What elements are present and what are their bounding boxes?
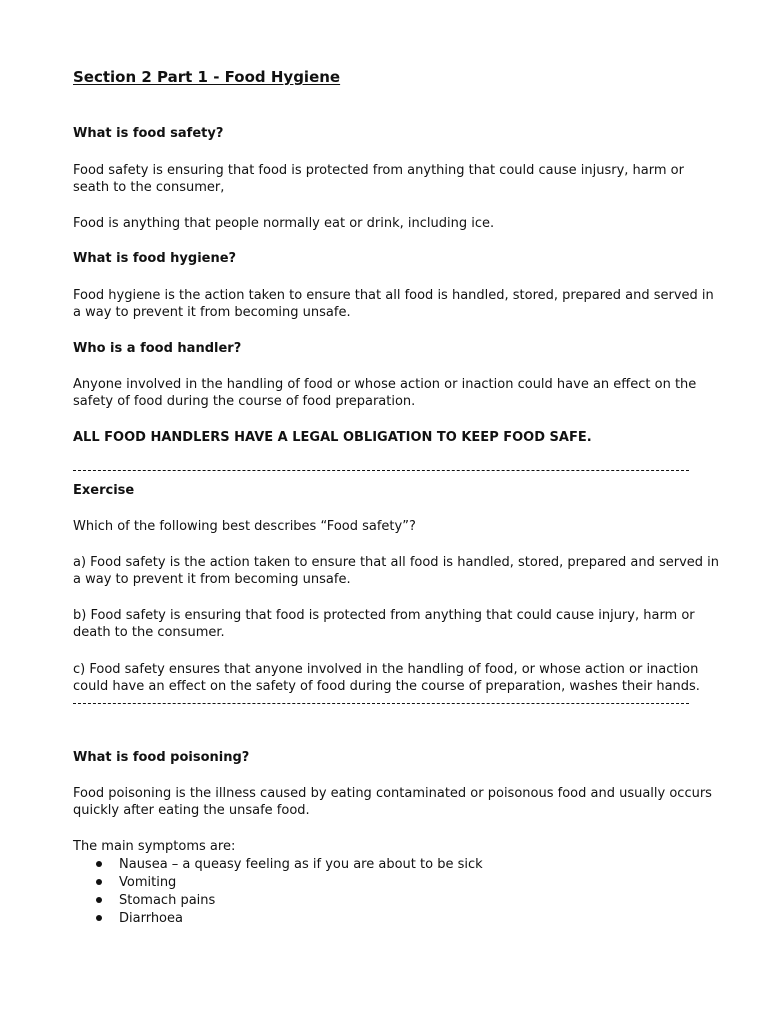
food-safety-text-line-1: Food safety is ensuring that food is protected from anything that could cause injusry, harm or	[73, 163, 684, 178]
option-c-line-2: could have an effect on the safety of food during the course of preparation, washes their hands.	[73, 679, 700, 694]
list-item: Nausea – a queasy feeling as if you are about to be sick	[119, 857, 483, 872]
bullet-icon	[96, 915, 102, 921]
food-poisoning-text-line-1: Food poisoning is the illness caused by eating contaminated or poisonous food and usually occurs	[73, 786, 712, 801]
food-hygiene-text-line-2: a way to prevent it from becoming unsafe.	[73, 305, 351, 320]
exercise-heading: Exercise	[73, 483, 135, 498]
option-c-line-1: c) Food safety ensures that anyone involved in the handling of food, or whose action or inaction	[73, 662, 699, 677]
food-safety-text-line-2: seath to the consumer,	[73, 180, 225, 195]
list-item: Diarrhoea	[119, 911, 183, 926]
food-handler-heading: Who is a food handler?	[73, 341, 242, 356]
food-handler-text-line-2: safety of food during the course of food preparation.	[73, 394, 416, 409]
option-b-line-1: b) Food safety is ensuring that food is protected from anything that could cause injury, harm or	[73, 608, 695, 623]
food-poisoning-heading: What is food poisoning?	[73, 750, 250, 765]
bullet-icon	[96, 861, 102, 867]
dashed-divider-top	[73, 470, 689, 471]
legal-obligation-statement: ALL FOOD HANDLERS HAVE A LEGAL OBLIGATION TO KEEP FOOD SAFE.	[73, 430, 592, 445]
option-a-line-2: a way to prevent it from becoming unsafe.	[73, 572, 351, 587]
dashed-divider-bottom	[73, 703, 689, 704]
list-item: Vomiting	[119, 875, 177, 890]
food-safety-heading: What is food safety?	[73, 126, 224, 141]
bullet-icon	[96, 897, 102, 903]
food-hygiene-heading: What is food hygiene?	[73, 251, 237, 266]
bullet-icon	[96, 879, 102, 885]
exercise-question: Which of the following best describes “Food safety”?	[73, 519, 416, 534]
food-poisoning-text-line-2: quickly after eating the unsafe food.	[73, 803, 310, 818]
symptoms-intro: The main symptoms are:	[73, 839, 236, 854]
food-hygiene-text-line-1: Food hygiene is the action taken to ensure that all food is handled, stored, prepared and served in	[73, 288, 714, 303]
option-b-line-2: death to the consumer.	[73, 625, 225, 640]
food-definition-text: Food is anything that people normally eat or drink, including ice.	[73, 216, 495, 231]
food-handler-text-line-1: Anyone involved in the handling of food or whose action or inaction could have an effect on the	[73, 377, 697, 392]
page-title: Section 2 Part 1 - Food Hygiene	[73, 68, 341, 86]
list-item: Stomach pains	[119, 893, 216, 908]
option-a-line-1: a) Food safety is the action taken to ensure that all food is handled, stored, prepared and served in	[73, 555, 720, 570]
